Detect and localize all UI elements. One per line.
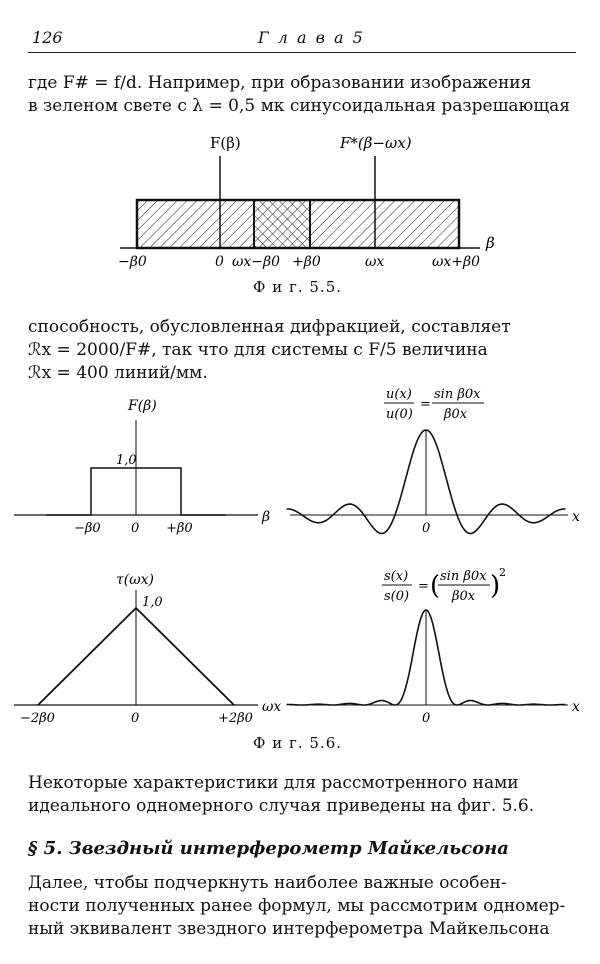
panel-a-tick-zero: 0 <box>131 521 140 536</box>
header-rule <box>28 52 576 53</box>
paragraph-2-line-1: способность, обусловленная дифракцией, составляет <box>28 317 511 337</box>
paragraph-1-line-1: где F# = f/d. Например, при образовании изображения <box>28 73 532 93</box>
panel-c-tick-plus: +2β0 <box>218 711 253 726</box>
paragraph-4-line-3: ный эквивалент звездного интерферометра Майкельсона <box>28 919 550 939</box>
tick-plus-beta0: +β0 <box>292 254 321 270</box>
panel-d-num: s(x) <box>384 569 409 584</box>
panel-b-rnum: sin β0x <box>434 387 481 402</box>
panel-b <box>287 387 581 536</box>
page-number: 126 <box>32 28 63 47</box>
paragraph-2-line-3: ℛx = 400 линий/мм. <box>28 363 208 383</box>
panel-d-eq: = <box>418 579 429 594</box>
axis-beta-label: β <box>486 234 495 252</box>
panel-a-ylabel: F(β) <box>128 398 157 414</box>
panel-d-rparen: ) <box>490 571 501 601</box>
caption-5-5: Ф и г. 5.5. <box>253 278 343 296</box>
panel-a-xlabel: β <box>262 509 271 525</box>
tick-omega-minus-beta: ωx−β0 <box>232 254 281 270</box>
panel-c <box>14 572 281 726</box>
tick-omega-plus-beta: ωx+β0 <box>432 254 481 270</box>
panel-a <box>14 398 270 536</box>
panel-a-tick-plus: +β0 <box>166 521 193 536</box>
label-F: F(β) <box>210 134 241 152</box>
tick-omega: ωx <box>365 254 385 270</box>
panel-d-tick-zero: 0 <box>422 711 431 726</box>
panel-d-rnum: sin β0x <box>440 569 487 584</box>
panel-d-xlabel: x <box>572 699 580 715</box>
paragraph-3-line-2: идеального одномерного случая приведены на фиг. 5.6. <box>28 796 535 816</box>
panel-c-level: 1,0 <box>142 595 163 610</box>
panel-b-rden: β0x <box>444 407 468 422</box>
panel-c-ylabel: τ(ωx) <box>116 572 154 588</box>
caption-5-6: Ф и г. 5.6. <box>253 734 343 752</box>
panel-b-tick-zero: 0 <box>422 521 431 536</box>
panel-c-tick-minus: −2β0 <box>20 711 55 726</box>
panel-d-den: s(0) <box>384 589 410 604</box>
tick-minus-beta0: −β0 <box>118 254 147 270</box>
panel-a-level: 1,0 <box>116 453 137 468</box>
panel-c-xlabel: ωx <box>262 699 282 715</box>
paragraph-3-line-1: Некоторые характеристики для рассмотренного нами <box>28 773 519 793</box>
panel-d <box>287 566 581 726</box>
panel-b-xlabel: x <box>572 509 580 525</box>
panel-c-tick-zero: 0 <box>131 711 140 726</box>
overlap-region <box>254 200 310 248</box>
panel-d-rden: β0x <box>452 589 476 604</box>
panel-a-tick-minus: −β0 <box>74 521 101 536</box>
figure-5-6 <box>0 380 600 740</box>
paragraph-1-line-2: в зеленом свете с λ = 0,5 мк синусоидальная разрешающая <box>28 96 570 116</box>
running-title: Г л а в а 5 <box>258 28 365 47</box>
label-Fstar: F*(β−ωx) <box>340 134 412 152</box>
panel-d-lparen: ( <box>430 571 441 601</box>
panel-b-den: u(0) <box>386 407 413 422</box>
section-heading: § 5. Звездный интерферометр Майкельсона <box>28 838 509 859</box>
tick-zero: 0 <box>215 254 224 270</box>
panel-b-eq: = <box>420 397 431 412</box>
panel-d-power: 2 <box>499 566 506 579</box>
paragraph-4-line-2: ности полученных ранее формул, мы рассмотрим одномер- <box>28 896 566 916</box>
paragraph-4-line-1: Далее, чтобы подчеркнуть наиболее важные особен- <box>28 873 507 893</box>
paragraph-2-line-2: ℛx = 2000/F#, так что для системы с F/5 величина <box>28 340 488 360</box>
figure-5-5 <box>0 120 600 300</box>
panel-b-num: u(x) <box>386 387 412 402</box>
